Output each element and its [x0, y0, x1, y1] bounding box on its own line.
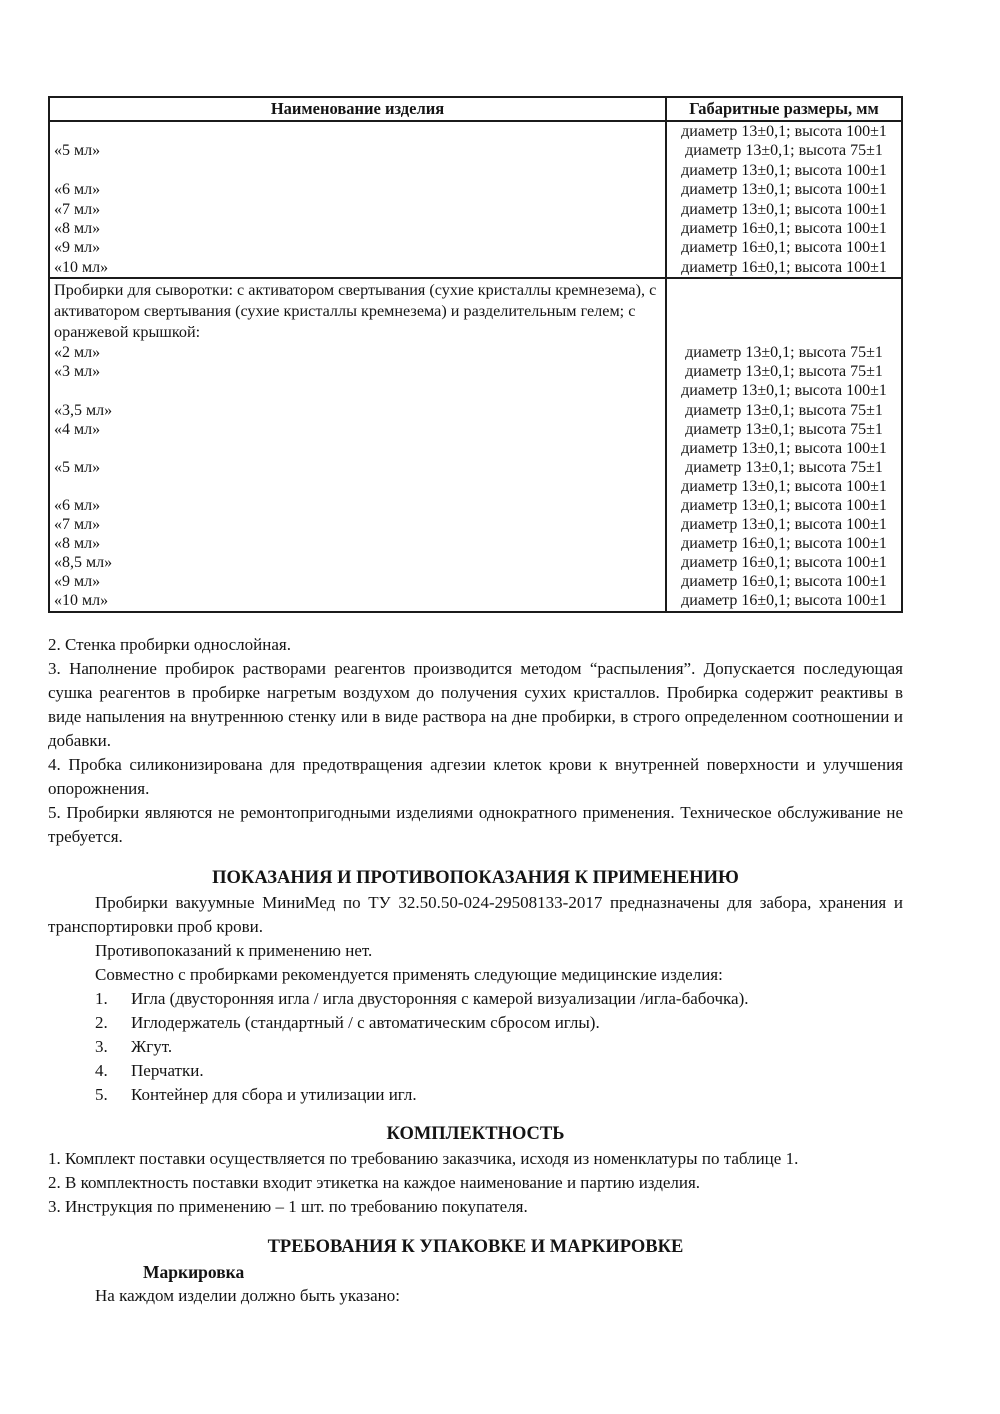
table-row	[50, 553, 901, 572]
product-size: диаметр 16±0,1; высота 100±1	[681, 554, 887, 572]
list-item-text: Иглодержатель (стандартный / с автоматическим сбросом иглы).	[131, 1012, 600, 1032]
product-label: «10 мл»	[50, 591, 667, 610]
table-row	[50, 238, 901, 257]
product-size: диаметр 13±0,1; высота 100±1	[681, 382, 887, 400]
product-label: «3 мл»	[50, 362, 667, 381]
contraindications-paragraph: Противопоказаний к применению нет.	[95, 940, 373, 960]
table-row	[50, 515, 901, 534]
label-paragraph: 2. В комплектность поставки входит этикетка на каждое наименование и партию изделия.	[48, 1172, 701, 1192]
product-size: диаметр 16±0,1; высота 100±1	[681, 573, 887, 591]
list-item-text: Игла (двусторонняя игла / игла двусторонняя с камерой визуализации /игла-бабочка).	[131, 988, 749, 1008]
product-label: «2 мл»	[50, 343, 667, 362]
table-row	[50, 401, 901, 420]
product-label: «5 мл»	[50, 141, 667, 160]
table-row	[50, 458, 901, 477]
table-row	[50, 200, 901, 219]
paragraph-single-use: 5. Пробирки являются не ремонтопригодными изделиями однократного применения. Техническое обслуживание не требуется.	[48, 802, 903, 846]
list-item-text: Жгут.	[131, 1036, 173, 1056]
product-size: диаметр 13±0,1; высота 100±1	[681, 200, 887, 218]
list-item-text: Контейнер для сбора и утилизации игл.	[131, 1084, 417, 1104]
product-size: диаметр 13±0,1; высота 75±1	[685, 458, 883, 476]
product-label: «9 мл»	[50, 572, 667, 591]
product-size: диаметр 16±0,1; высота 100±1	[681, 220, 887, 238]
table-row	[50, 122, 901, 141]
completeness-heading: КОМПЛЕКТНОСТЬ	[386, 1123, 565, 1144]
product-label: «7 мл»	[50, 200, 667, 219]
product-label: «6 мл»	[50, 496, 667, 515]
list-item-number: 4.	[95, 1060, 108, 1080]
companion-devices-list	[48, 987, 903, 1107]
purpose-paragraph: Пробирки вакуумные МиниМед по ТУ 32.50.50-024-29508133-2017 предназначены для забора, хранения и транспортировки проб крови.	[48, 892, 903, 936]
product-label: «8,5 мл»	[50, 553, 667, 572]
serum-description-size-cell	[667, 279, 901, 343]
table-row	[50, 591, 901, 610]
table-row	[50, 477, 901, 496]
product-size: диаметр 13±0,1; высота 75±1	[685, 142, 883, 160]
product-label: «9 мл»	[50, 238, 667, 257]
serum-tubes-section	[50, 277, 901, 610]
product-size: диаметр 13±0,1; высота 100±1	[681, 181, 887, 199]
paragraph-filling: 3. Наполнение пробирок растворами реагентов производится методом “распыления”. Допускается последующая сушка реагентов в пробирке нагретым воздухом до получения сухих кристаллов. Пробирка содержит реактивы в виде напыления на внутреннюю стенку или в виде раствора на дне пробирки, в строго определенном соотношении и добавки.	[48, 658, 903, 750]
indications-section	[48, 865, 903, 1107]
list-item-text: Перчатки.	[131, 1060, 204, 1080]
table-row	[50, 439, 901, 458]
table-row	[50, 496, 901, 515]
list-item-number: 2.	[95, 1012, 108, 1032]
product-size: диаметр 13±0,1; высота 100±1	[681, 516, 887, 534]
table-row	[50, 258, 901, 277]
header-name-cell: Наименование изделия	[50, 98, 667, 120]
table-row	[50, 572, 901, 591]
table-row	[50, 381, 901, 400]
paragraph-wall: 2. Стенка пробирки однослойная.	[48, 634, 291, 654]
list-item-number: 5.	[95, 1084, 108, 1104]
packaging-heading: ТРЕБОВАНИЯ К УПАКОВКЕ И МАРКИРОВКЕ	[267, 1236, 684, 1257]
marking-subheading: Маркировка	[143, 1261, 245, 1282]
product-size: диаметр 16±0,1; высота 100±1	[681, 258, 887, 276]
product-size: диаметр 13±0,1; высота 100±1	[681, 477, 887, 495]
delivery-set-paragraph: 1. Комплект поставки осуществляется по требованию заказчика, исходя из номенклатуры по таблице 1.	[48, 1148, 799, 1168]
companion-devices-intro: Совместно с пробирками рекомендуется применять следующие медицинские изделия:	[95, 964, 723, 984]
product-size: диаметр 13±0,1; высота 100±1	[681, 439, 887, 457]
products-table	[48, 96, 903, 613]
list-item	[95, 1059, 903, 1083]
table-row	[50, 362, 901, 381]
product-label	[50, 161, 667, 180]
table-row	[50, 534, 901, 553]
product-size: диаметр 13±0,1; высота 75±1	[685, 344, 883, 362]
product-size: диаметр 13±0,1; высота 100±1	[681, 123, 887, 140]
product-label	[50, 439, 667, 458]
serum-description: Пробирки для сыворотки: с активатором свертывания (сухие кристаллы кремнезема), с активатором свертывания (сухие кристаллы кремнезема) и разделительным гелем; с оранжевой крышкой:	[50, 279, 667, 343]
list-item	[95, 1035, 903, 1059]
product-size: диаметр 16±0,1; высота 100±1	[681, 239, 887, 257]
product-size: диаметр 13±0,1; высота 75±1	[685, 363, 883, 381]
product-size: диаметр 16±0,1; высота 100±1	[681, 592, 887, 610]
table-row	[50, 343, 901, 362]
list-item	[95, 1083, 903, 1107]
construction-paragraphs	[48, 633, 903, 849]
product-size: диаметр 13±0,1; высота 75±1	[685, 401, 883, 419]
product-size: диаметр 13±0,1; высота 100±1	[681, 161, 887, 179]
product-label: «4 мл»	[50, 420, 667, 439]
product-label: «5 мл»	[50, 458, 667, 477]
table-row	[50, 180, 901, 199]
product-label: «10 мл»	[50, 258, 667, 277]
product-label	[50, 477, 667, 496]
table-row	[50, 219, 901, 238]
table-header-row	[50, 98, 901, 122]
header-size-cell: Габаритные размеры, мм	[689, 99, 879, 118]
table-row	[50, 420, 901, 439]
product-size: диаметр 13±0,1; высота 100±1	[681, 497, 887, 514]
serum-description-row	[50, 279, 901, 343]
serum-rows	[50, 343, 901, 610]
product-label: «8 мл»	[50, 219, 667, 238]
list-item	[95, 1011, 903, 1035]
product-label	[50, 122, 667, 141]
list-item-number: 3.	[95, 1036, 108, 1056]
product-label: «3,5 мл»	[50, 401, 667, 420]
marking-intro-paragraph: На каждом изделии должно быть указано:	[95, 1285, 400, 1305]
list-item-number: 1.	[95, 988, 108, 1008]
paragraph-stopper: 4. Пробка силиконизирована для предотвращения адгезии клеток крови к внутренней поверхности и улучшения опорожнения.	[48, 754, 903, 798]
tube-rows-top	[50, 122, 901, 277]
list-item	[95, 987, 903, 1011]
product-label: «7 мл»	[50, 515, 667, 534]
table-row	[50, 161, 901, 180]
product-label	[50, 381, 667, 400]
product-size: диаметр 13±0,1; высота 75±1	[685, 420, 883, 438]
product-label: «6 мл»	[50, 180, 667, 199]
completeness-section	[48, 1121, 903, 1219]
packaging-section	[48, 1234, 903, 1308]
indications-heading: ПОКАЗАНИЯ И ПРОТИВОПОКАЗАНИЯ К ПРИМЕНЕНИЮ	[212, 867, 739, 888]
product-label: «8 мл»	[50, 534, 667, 553]
instruction-paragraph: 3. Инструкция по применению – 1 шт. по требованию покупателя.	[48, 1196, 528, 1216]
product-size: диаметр 16±0,1; высота 100±1	[681, 535, 887, 553]
table-row	[50, 141, 901, 160]
